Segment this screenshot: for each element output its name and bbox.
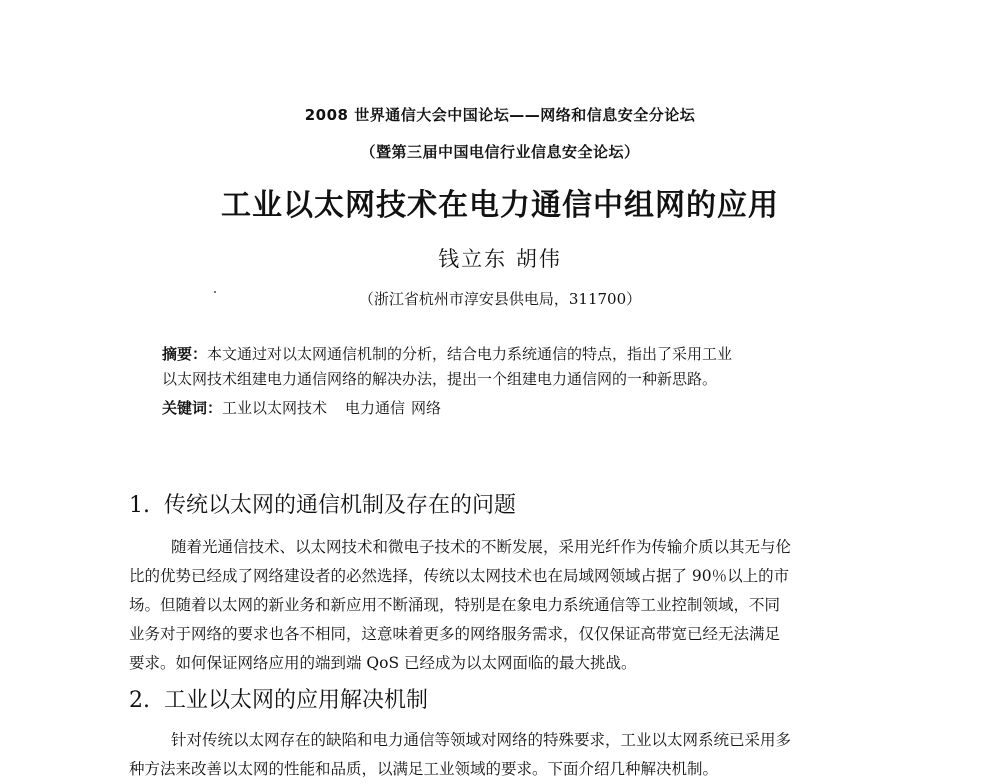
paper-affiliation: （浙江省杭州市淳安县供电局，311700） xyxy=(358,290,642,308)
keyword-item: 网络 xyxy=(411,399,442,417)
section-title: 工业以太网的应用解决机制 xyxy=(164,688,429,713)
keyword-item: 电力通信 xyxy=(345,399,406,417)
body-line: 随着光通信技术、以太网技术和微电子技术的不断发展，采用光纤作为传输介质以其无与伦 xyxy=(171,538,792,556)
abstract-block xyxy=(162,342,862,392)
conference-subtitle: （暨第三届中国电信行业信息安全论坛） xyxy=(360,143,640,161)
section-2-body xyxy=(129,726,885,784)
conference-title: 2008 世界通信大会中国论坛——网络和信息安全分论坛 xyxy=(304,106,696,124)
body-line: 比的优势已经成了网络建设者的必然选择，传统以太网技术也在局域网领域占据了 90％以上的市 xyxy=(129,567,790,585)
abstract-line-2: 以太网技术组建电力通信网络的解决办法，提出一个组建电力通信网的一种新思路。 xyxy=(162,370,718,388)
body-line: 要求。如何保证网络应用的端到端 QoS 已经成为以太网面临的最大挑战。 xyxy=(129,654,637,672)
abstract-text-1: 本文通过对以太网通信机制的分析，结合电力系统通信的特点，指出了采用工业 xyxy=(207,345,733,363)
paper-authors: 钱立东 胡伟 xyxy=(438,247,562,271)
section-heading-2 xyxy=(129,683,428,714)
abstract-line-1 xyxy=(162,342,862,367)
section-number: 1. xyxy=(129,493,150,518)
body-line: 场。但随着以太网的新业务和新应用不断涌现，特别是在象电力系统通信等工业控制领域，不同 xyxy=(129,596,781,614)
keyword-item: 工业以太网技术 xyxy=(222,399,328,417)
section-title: 传统以太网的通信机制及存在的问题 xyxy=(164,493,517,518)
section-number: 2. xyxy=(129,688,150,713)
abstract-label: 摘要： xyxy=(162,345,208,363)
paper-title: 工业以太网技术在电力通信中组网的应用 xyxy=(221,188,779,223)
section-heading-1 xyxy=(129,488,516,519)
body-line: 针对传统以太网存在的缺陷和电力通信等领域对网络的特殊要求，工业以太网系统已采用多 xyxy=(171,731,792,749)
body-line-cut: 种方法来改善以太网的性能和品质，以满足工业领域的要求。下面介绍几种解决机制。 xyxy=(129,760,719,778)
keywords-label: 关键词： xyxy=(162,399,223,417)
section-1-body xyxy=(129,533,885,678)
keywords-block xyxy=(162,397,459,418)
body-line: 业务对于网络的要求也各不相同，这意味着更多的网络服务需求，仅仅保证高带宽已经无法满足 xyxy=(129,625,781,643)
